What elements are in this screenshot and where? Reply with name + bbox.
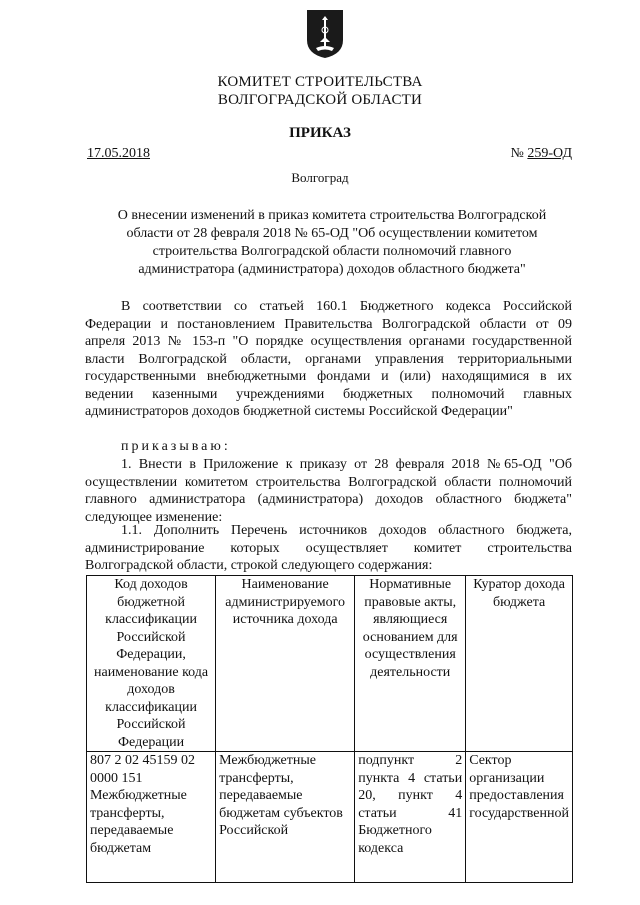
table-row [87, 752, 573, 883]
organization-line-1: КОМИТЕТ СТРОИТЕЛЬСТВА [217, 74, 423, 90]
table-header-row [87, 576, 573, 752]
cell-code: 807 2 02 45159 02 0000 151 Межбюджетные трансферты, передаваемые бюджетам [87, 752, 216, 883]
order-number-value: 259-ОД [527, 146, 572, 161]
cell-source-name: Межбюджетные трансферты, передаваемые бюджетам субъектов Российской [216, 752, 355, 883]
cell-legal-acts: подпункт 2 пункта 4 статьи 20, пункт 4 статьи 41 Бюджетного кодекса [355, 752, 466, 883]
item-1-paragraph: 1. Внести в Приложение к приказу от 28 февраля 2018 №65-ОД "Об осуществлении комитетом строительства Волгоградской области полномочий главного администратора (администратора) доходов областного бюджета" следующее изменение: [85, 457, 572, 525]
city: Волгоград [291, 170, 349, 185]
header-legal-acts: Нормативные правовые акты, являющиеся основанием для осуществления деятельности [355, 576, 466, 752]
item-1-1-paragraph: 1.1. Дополнить Перечень источников доходов областного бюджета, администрирование которых осуществляет комитет строительства Волгоградской области, строкой следующего содержания: [85, 523, 572, 573]
header-source-name: Наименование администрируемого источника дохода [216, 576, 355, 752]
document-type: ПРИКАЗ [289, 125, 351, 141]
preamble-paragraph: В соответствии со статьей 160.1 Бюджетного кодекса Российской Федерации и постановлением Правительства Волгоградской области от 09 апреля 2013 № 153-п "О порядке осуществления органами государственной власти Волгоградской области, органами управления территориальными государственными внебюджетными фондами и (или) находящимися в их ведении казенными учреждениями бюджетных полномочий главных администраторов доходов бюджетной системы Российской Федерации" [85, 299, 572, 419]
order-date: 17.05.2018 [87, 146, 150, 161]
organization-name [0, 73, 640, 109]
order-subject: О внесении изменений в приказ комитета строительства Волгоградской области от 28 февраля 2018 № 65-ОД "Об осуществлении комитетом строительства Волгоградской области полномочий главного администратора (администратора) доходов областного бюджета" [117, 208, 547, 277]
header-curator: Куратор дохода бюджета [466, 576, 573, 752]
income-sources-table [86, 575, 573, 883]
order-number [511, 146, 572, 162]
coat-of-arms-emblem [304, 8, 346, 60]
order-number-prefix: № [510, 146, 528, 161]
header-code: Код доходов бюджетной классификации Российской Федерации, наименование кода доходов классификации Российской Федерации [87, 576, 216, 752]
cell-curator: Сектор организации предоставления государственной [466, 752, 573, 883]
organization-line-2: ВОЛГОГРАДСКОЙ ОБЛАСТИ [217, 92, 423, 108]
order-word: приказываю: [121, 439, 231, 454]
